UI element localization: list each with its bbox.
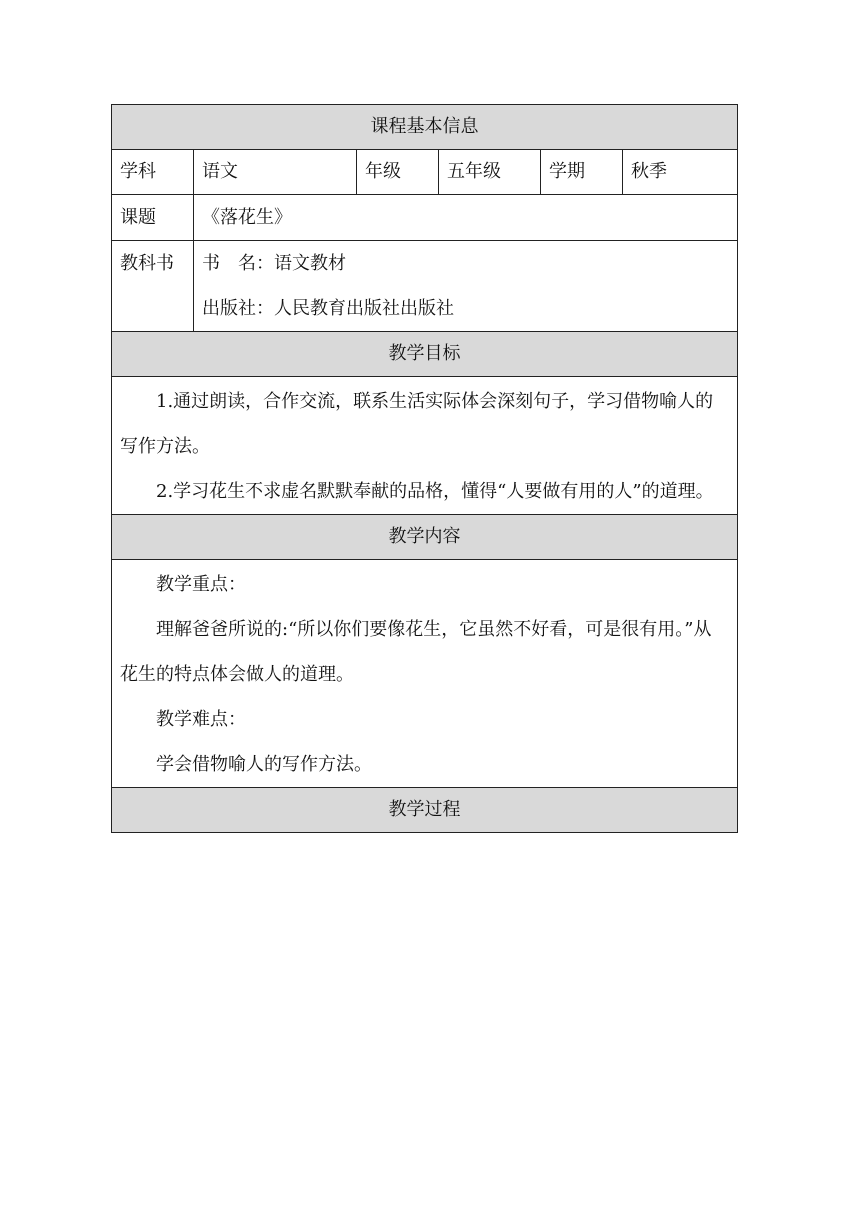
key-point-label: 教学重点： <box>156 574 246 595</box>
objectives-body <box>112 377 738 515</box>
topic-value: 《落花生》 <box>194 195 738 241</box>
objectives-header: 教学目标 <box>112 332 738 377</box>
topic-label: 课题 <box>112 195 194 241</box>
textbook-row <box>112 241 738 332</box>
difficulty-text: 学会借物喻人的写作方法。 <box>156 754 372 775</box>
term-label: 学期 <box>541 150 623 195</box>
grade-label: 年级 <box>357 150 439 195</box>
key-point-text: 理解爸爸所说的:“所以你们要像花生，它虽然不好看，可是很有用。”从花生的特点体会做人的道理。 <box>120 619 712 685</box>
content-header: 教学内容 <box>112 515 738 560</box>
content-body <box>112 560 738 788</box>
textbook-name-line: 书 名：语文教材 <box>202 253 346 274</box>
grade-value: 五年级 <box>439 150 541 195</box>
term-value: 秋季 <box>623 150 738 195</box>
subject-value: 语文 <box>194 150 357 195</box>
process-header: 教学过程 <box>112 788 738 833</box>
content-row <box>112 560 738 788</box>
course-info-table <box>111 104 738 833</box>
objective-item-2: 2.学习花生不求虚名默默奉献的品格，懂得“人要做有用的人”的道理。 <box>156 481 714 502</box>
basic-info-row <box>112 150 738 195</box>
difficulty-label: 教学难点： <box>156 709 246 730</box>
textbook-details <box>194 241 738 332</box>
topic-row <box>112 195 738 241</box>
course-info-header: 课程基本信息 <box>112 105 738 150</box>
objective-item-1: 1.通过朗读，合作交流，联系生活实际体会深刻句子，学习借物喻人的写作方法。 <box>120 391 714 457</box>
objectives-row <box>112 377 738 515</box>
textbook-label: 教科书 <box>112 241 194 332</box>
textbook-publisher-line: 出版社：人民教育出版社出版社 <box>202 298 454 319</box>
subject-label: 学科 <box>112 150 194 195</box>
